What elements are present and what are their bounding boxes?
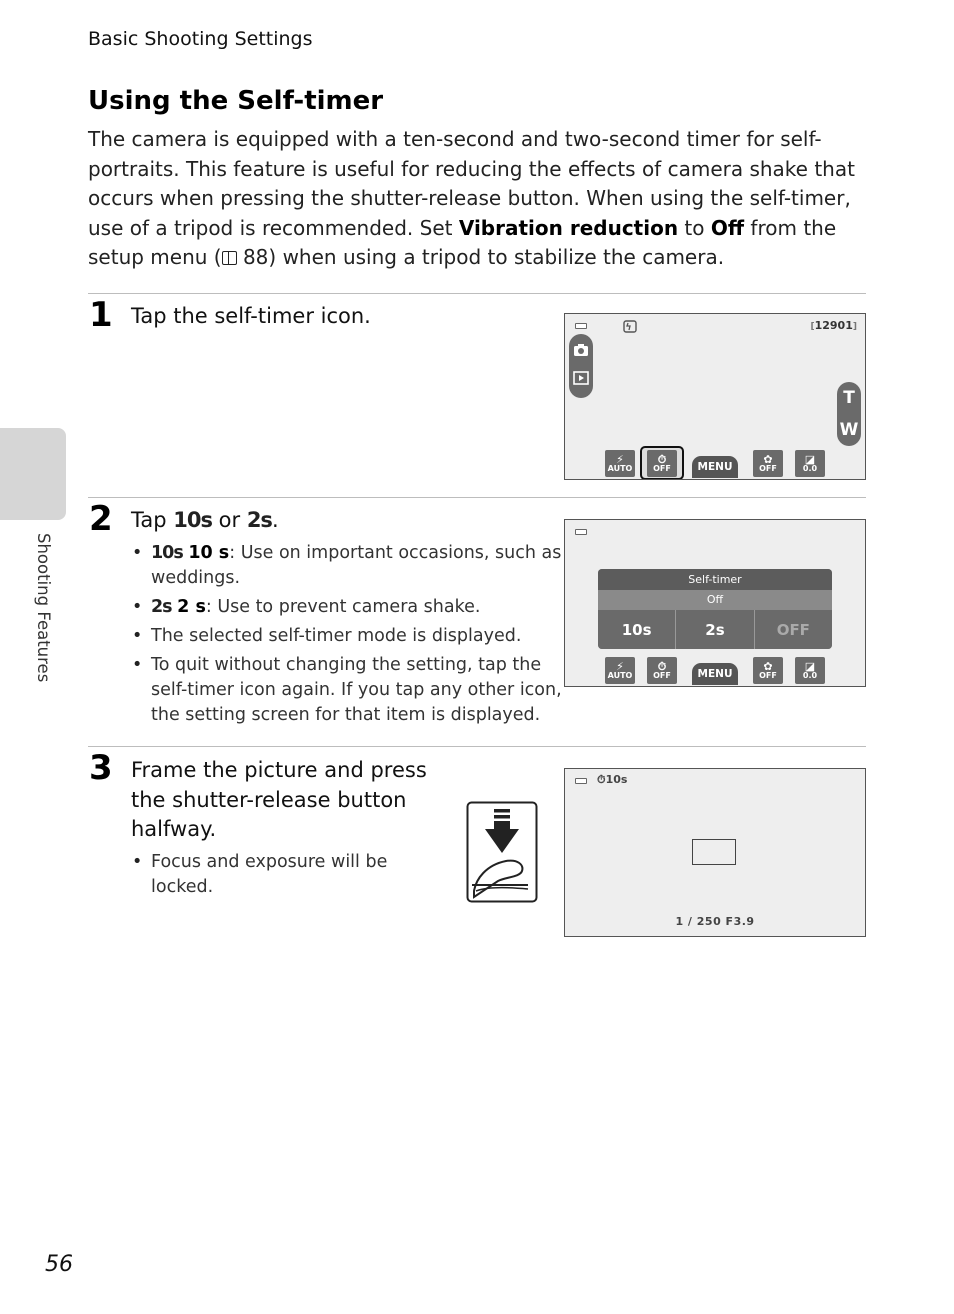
divider — [88, 497, 866, 498]
camera-screen-1 — [564, 313, 866, 480]
shooting-mode-icon[interactable] — [572, 342, 590, 358]
option-2s[interactable]: 2s — [676, 610, 754, 649]
self-timer-button[interactable]: ⏱ OFF — [647, 450, 677, 477]
menu-button[interactable]: MENU — [692, 456, 738, 478]
exposure-icon: ◪ — [804, 659, 816, 673]
vibration-reduction-icon — [623, 320, 637, 333]
macro-icon: ✿ — [763, 452, 773, 466]
off-term: Off — [710, 215, 745, 240]
10s-mode-icon: 10s — [173, 508, 212, 532]
step-2-number: 2 — [89, 499, 113, 539]
list-item: • 10s 10 s: Use on important occasions, such as weddings. — [132, 541, 564, 591]
side-tab-label: Shooting Features — [34, 533, 53, 683]
battery-icon — [575, 323, 587, 329]
page-reference: 88 — [242, 245, 269, 270]
step-1-number: 1 — [89, 295, 113, 335]
camera-screen-3 — [564, 768, 866, 937]
step-3-heading: Frame the picture and press the shutter-release button halfway. — [131, 758, 427, 841]
step-1-heading: Tap the self-timer icon. — [131, 304, 371, 328]
2s-mode-icon: 2s — [246, 508, 272, 532]
book-icon — [222, 251, 237, 265]
2s-mode-icon: 2s — [151, 597, 172, 617]
flash-icon: ⚡ — [616, 659, 624, 673]
popup-title: Self-timer — [598, 569, 832, 590]
macro-mode-button[interactable]: ✿ OFF — [753, 450, 783, 477]
self-timer-icon: ⏱ — [597, 773, 606, 786]
flash-mode-button[interactable]: ⚡ AUTO — [605, 450, 635, 477]
list-item: • To quit without changing the setting, tap the self-timer icon again. If you tap any other icon, the setting screen for that item is displayed. — [132, 653, 564, 728]
exposure-compensation-button[interactable]: ◪ 0.0 — [795, 450, 825, 477]
exposure-icon: ◪ — [804, 452, 816, 466]
shots-remaining: [12901] — [810, 319, 857, 332]
step-2-bullets — [132, 541, 564, 732]
self-timer-icon: ⏱ — [657, 659, 667, 673]
popup-status: Off — [598, 590, 832, 610]
divider — [88, 746, 866, 747]
zoom-control[interactable] — [837, 382, 861, 446]
mode-pill — [569, 334, 593, 398]
page-title: Using the Self-timer — [88, 86, 384, 116]
battery-icon — [575, 778, 587, 784]
step-3-number: 3 — [89, 748, 113, 788]
self-timer-icon: ⏱ — [657, 452, 667, 466]
self-timer-indicator: ⏱10s — [597, 773, 628, 786]
list-item: • Focus and exposure will be locked. — [132, 850, 392, 900]
zoom-tele-button[interactable]: T — [843, 388, 855, 408]
step-2-heading: Tap 10s or 2s. — [131, 508, 279, 532]
list-item: • 2s 2 s: Use to prevent camera shake. — [132, 595, 564, 620]
macro-icon: ✿ — [763, 659, 773, 673]
zoom-wide-button[interactable]: W — [839, 420, 859, 440]
self-timer-button[interactable]: ⏱ OFF — [647, 657, 677, 684]
flash-mode-button[interactable]: ⚡ AUTO — [605, 657, 635, 684]
divider — [88, 293, 866, 294]
self-timer-popup — [598, 569, 832, 649]
shutter-half-press-icon — [466, 801, 538, 903]
flash-icon: ⚡ — [616, 452, 624, 466]
intro-paragraph: The camera is equipped with a ten-second and two-second timer for self-portraits. This feature is useful for reducing the effects of camera shake that occurs when pressing the shutter-release button. When using the self-timer, use of a tripod is recommended. Set Vibration reduction to Off from the setup menu ( 88) when using a tripod to stabilize the camera. — [88, 127, 855, 270]
menu-button[interactable]: MENU — [692, 663, 738, 685]
battery-icon — [575, 529, 587, 535]
step-3-bullets — [132, 850, 392, 904]
section-label: Basic Shooting Settings — [88, 28, 313, 50]
playback-icon[interactable] — [572, 370, 590, 386]
list-item: • The selected self-timer mode is displayed. — [132, 624, 564, 649]
option-10s[interactable]: 10s — [598, 610, 676, 649]
exposure-compensation-button[interactable]: ◪ 0.0 — [795, 657, 825, 684]
option-off[interactable]: OFF — [755, 610, 832, 649]
page-number: 56 — [45, 1252, 73, 1277]
camera-screen-2 — [564, 519, 866, 687]
focus-area — [692, 839, 736, 865]
macro-mode-button[interactable]: ✿ OFF — [753, 657, 783, 684]
shutter-aperture-readout: 1 / 250 F3.9 — [675, 915, 755, 928]
10s-mode-icon: 10s — [151, 543, 183, 563]
chapter-tab — [0, 428, 66, 520]
vibration-reduction-term: Vibration reduction — [458, 215, 679, 240]
